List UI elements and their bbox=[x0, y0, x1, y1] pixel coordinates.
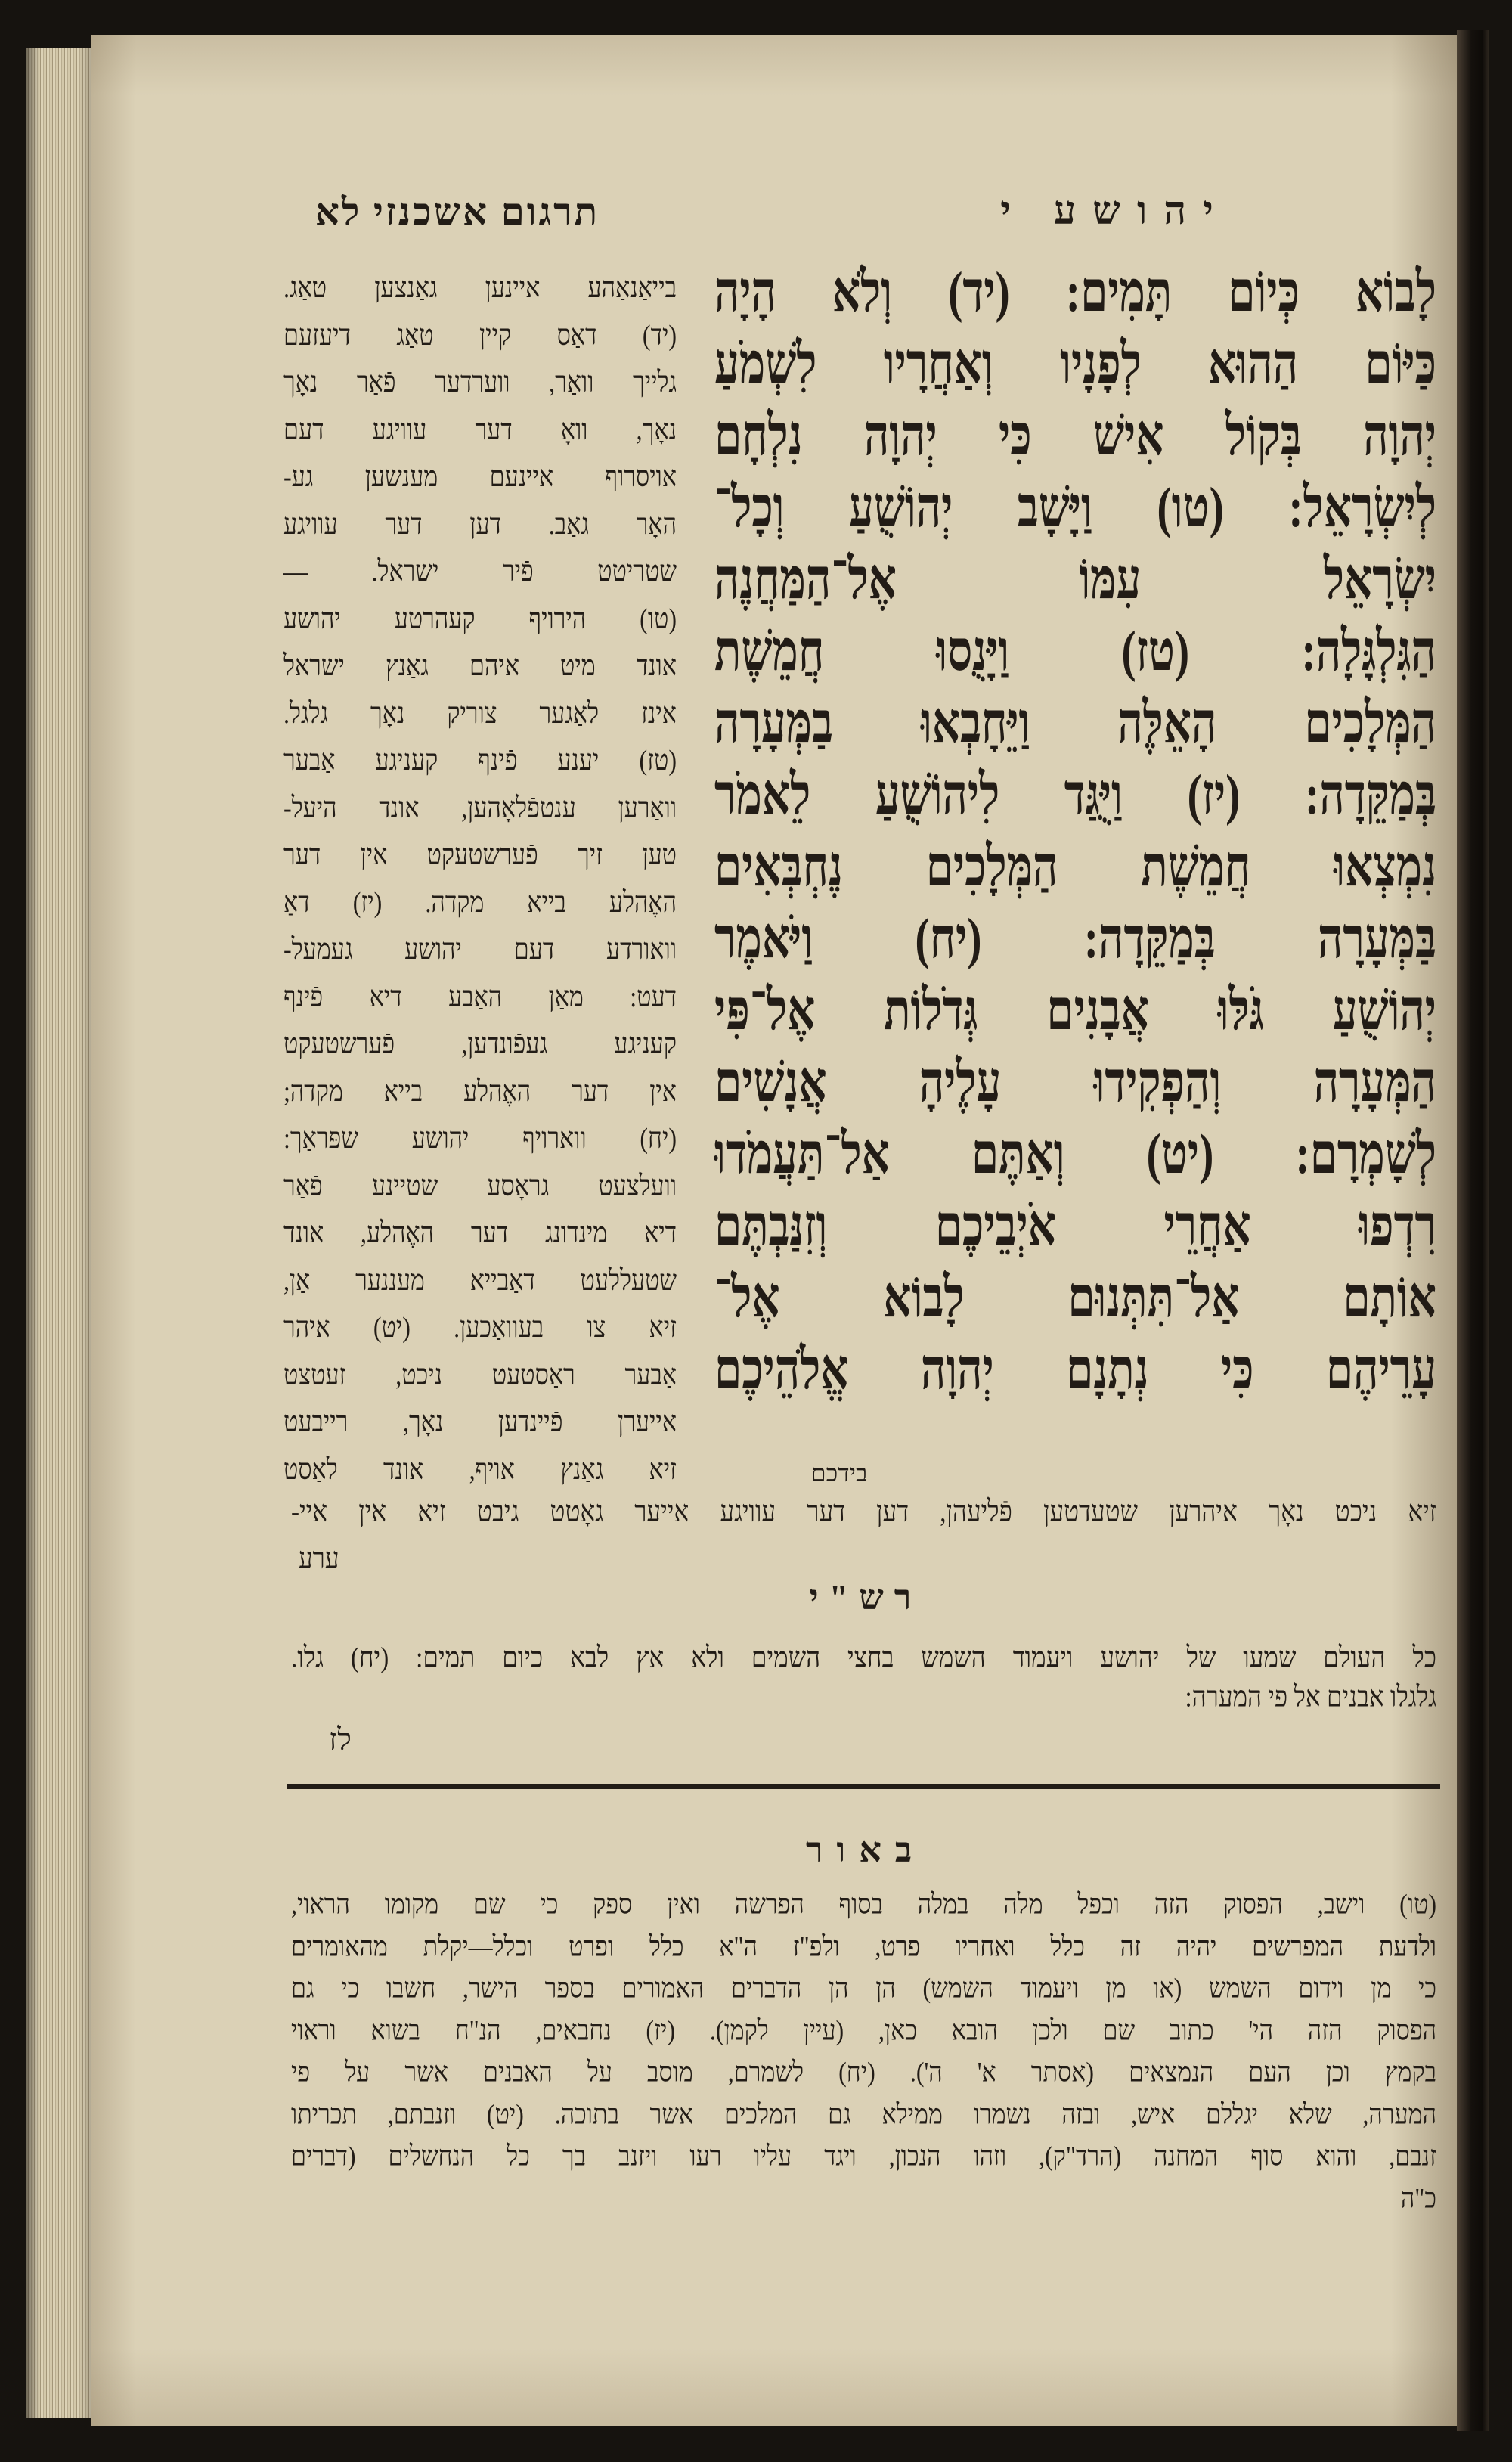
translation-line: זיא צו בעוואַכען. (יט) איהר bbox=[284, 1310, 677, 1344]
biur-line: הפסוק הזה הי' כתוב שם ולכן הובא כאן, (עיין לקמן). (יז) נחבאים, הנ"ח בשוא וראוי bbox=[291, 2014, 1436, 2046]
hebrew-verse-line: לְשָׁמְרָם: (יט) וְאַתֶּם אַל־תַּעֲמֹדוּ bbox=[714, 1121, 1436, 1186]
book-gutter bbox=[1457, 30, 1489, 2431]
hebrew-verse-line: כַּיּוֹם הַהוּא לְפָנָיו וְאַחֲרָיו לִשְׁמֹעַ bbox=[714, 331, 1436, 395]
hebrew-text-column bbox=[714, 256, 1436, 1405]
translation-line: אויסרוף איינעם מענשען גע- bbox=[284, 460, 677, 493]
running-head-translation: תרגום אשכנזי לא bbox=[314, 191, 600, 233]
biur-line: (טו) וישב, הפסוק הזה וכפל מלה במלה בסוף הפרשה ואין ספק כי שם מקומו הראוי, bbox=[291, 1888, 1436, 1920]
hebrew-verse-line: הַמְּעָרָה וְהַפְקִידוּ עָלֶיהָ אֲנָשִׁים bbox=[714, 1050, 1436, 1114]
translation-line: (יד) דאַס קיין טאַג דיעזעם bbox=[284, 318, 677, 352]
translation-line: אייערן פֿיינדען נאָך, רייבעט bbox=[284, 1405, 677, 1438]
translation-continuation: ערע bbox=[299, 1543, 339, 1576]
page-stack-edge bbox=[26, 48, 94, 2418]
hebrew-verse-line: לְיִשְׂרָאֵל: (טו) וַיָּשָׁב יְהוֹשֻׁעַ וְכָל־ bbox=[714, 475, 1436, 539]
catchword: בידכם bbox=[810, 1459, 868, 1487]
translation-line: (טז) יענע פֿינף קעניגע אַבער bbox=[284, 743, 677, 777]
page-signature: לז bbox=[329, 1722, 352, 1757]
facing-page-edge bbox=[1489, 50, 1512, 2356]
hebrew-verse-line: יְהוֹשֻׁעַ גֹּלּוּ אֲבָנִים גְּדֹלוֹת אֶל־פִּי bbox=[714, 978, 1436, 1042]
translation-line: זיא גאַנץ אויף, אונד לאַסט bbox=[284, 1452, 677, 1486]
translation-line: שטריטט פֿיר ישראל. — bbox=[284, 554, 677, 588]
translation-line: דעט: מאַן האַבע דיא פֿינף bbox=[284, 979, 677, 1013]
translation-line: נאָך, וואָ דער עוויגע דעם bbox=[284, 412, 677, 446]
translation-line: וועלצעט גראָסע שטיינע פֿאַר bbox=[284, 1168, 677, 1202]
hebrew-verse-line: רִדְפוּ אַחֲרֵי אֹיְבֵיכֶם וְזִנַּבְתֶּם bbox=[714, 1193, 1436, 1257]
biur-line: ולדעת המפרשים יהיה זה כלל ואחריו פרט, ולפ"ז ה"א כלל ופרט וכלל—יקלת מהאומרים bbox=[291, 1930, 1436, 1962]
biur-line: זנבם, והוא סוף המחנה (הרד"ק), וזהו הנכון, ויגד עליו רעו ויזנב בך כל הנחשלים (דברים bbox=[291, 2140, 1436, 2172]
rashi-heading: רש"י bbox=[809, 1578, 922, 1617]
biur-line: המערה, שלא יגללם איש, ובזה נשמרו ממילא גם המלכים אשר בתוכה. (יט) וזנבתם, תכריתו bbox=[291, 2098, 1436, 2130]
biur-heading: באור bbox=[805, 1831, 926, 1869]
translation-line: אונד מיט איהם גאַנץ ישראל bbox=[284, 649, 677, 682]
hebrew-verse-line: עָרֵיהֶם כִּי נְתָנָם יְהוָה אֱלֹהֵיכֶם bbox=[714, 1337, 1436, 1401]
hebrew-verse-line: נִמְצְאוּ חֲמֵשֶׁת הַמְּלָכִים נֶחְבְּאִים bbox=[714, 834, 1436, 898]
hebrew-verse-line: יְהוָה בְּקוֹל אִישׁ כִּי יְהוָה נִלְחָם bbox=[714, 403, 1436, 467]
translation-line: שטעללעט דאַבייא מעננער אַן, bbox=[284, 1263, 677, 1297]
rashi-line: כל העולם שמעו של יהושע ויעמוד השמש בחצי השמים ולא אץ לבא כיום תמים: (יח) גלו. bbox=[291, 1642, 1436, 1674]
translation-line: (יח) ווארויף יהושע שפּראַך: bbox=[284, 1121, 677, 1155]
translation-line: וואַרען ענטפֿלאָהען, אונד היעל- bbox=[284, 790, 677, 824]
section-divider bbox=[287, 1784, 1440, 1789]
hebrew-verse-line: הַמְּלָכִים הָאֵלֶּה וַיֵּחָבְאוּ בַמְּעָרָה bbox=[714, 690, 1436, 755]
translation-line: וואורדע דעם יהושע געמעל- bbox=[284, 932, 677, 966]
hebrew-verse-line: לָבוֹא כְּיוֹם תָּמִים: (יד) וְלֹא הָיָה bbox=[714, 259, 1436, 324]
biur-line: בקמץ וכן העם הנמצאים (אסתר א' ה'). (יח) לשמרם, מוסב על האבנים אשר על פי bbox=[291, 2056, 1436, 2088]
translation-line: אין דער האֶהלע בייא מקדה; bbox=[284, 1074, 677, 1108]
rashi-line: גלגלו אבנים אל פי המערה: bbox=[1185, 1682, 1436, 1713]
translation-line: דיא מינדונג דער האֶהלע, אונד bbox=[284, 1216, 677, 1249]
biur-line: כ"ה bbox=[1400, 2181, 1436, 2214]
hebrew-verse-line: אוֹתָם אַל־תִּתְּנוּם לָבוֹא אֶל־ bbox=[714, 1265, 1436, 1329]
biur-line: כי מן וידום השמש (או מן ויעמוד השמש) הן הן הדברים האמורים בספר הישר, חשבו כי גם bbox=[291, 1972, 1436, 2004]
translation-spanning-line: זיא ניכט נאָך איהרען שטעדטען פֿליעהן, דען דער עוויגע אייער גאָטט גיבט זיא אין איי- bbox=[291, 1496, 1436, 1529]
translation-line: בייאַנאַהע איינען גאַנצען טאַג. bbox=[284, 271, 677, 304]
translation-column bbox=[284, 264, 677, 1493]
rashi-commentary bbox=[291, 1639, 1436, 1717]
translation-line: קעניגע געפֿונדען, פֿערשטעקט bbox=[284, 1027, 677, 1060]
biur-commentary bbox=[291, 1884, 1436, 2219]
translation-line: האֶהלע בייא מקדה. (יז) דאַ bbox=[284, 885, 677, 919]
translation-line: אינז לאַגער צוריק נאָך גלגל. bbox=[284, 696, 677, 730]
translation-line: אַבער ראַסטעט ניכט, זעטצט bbox=[284, 1357, 677, 1391]
hebrew-verse-line: הַגִּלְגָּלָה: (טז) וַיָּנֻסוּ חֲמֵשֶׁת bbox=[714, 619, 1436, 683]
running-head-book: יהושע י bbox=[1000, 190, 1230, 233]
hebrew-verse-line: יִשְׂרָאֵל עִמּוֹ אֶל־הַמַּחֲנֶה bbox=[714, 547, 1436, 611]
translation-line: (טו) הירויף קעהרטע יהושע bbox=[284, 601, 677, 635]
translation-line: האָר גאַב. דען דער עוויגע bbox=[284, 507, 677, 541]
hebrew-verse-line: בַּמְּעָרָה בְּמַקֵּדָה: (יח) וַיֹּאמֶר bbox=[714, 906, 1436, 970]
translation-line: גלייך וואַר, ווערדער פֿאַר נאָך bbox=[284, 365, 677, 398]
translation-line: טען זיך פֿערשטעקט אין דער bbox=[284, 838, 677, 871]
hebrew-verse-line: בְּמַקֵּדָה: (יז) וַיֻּגַּד לִיהוֹשֻׁעַ לֵאמֹר bbox=[714, 762, 1436, 826]
